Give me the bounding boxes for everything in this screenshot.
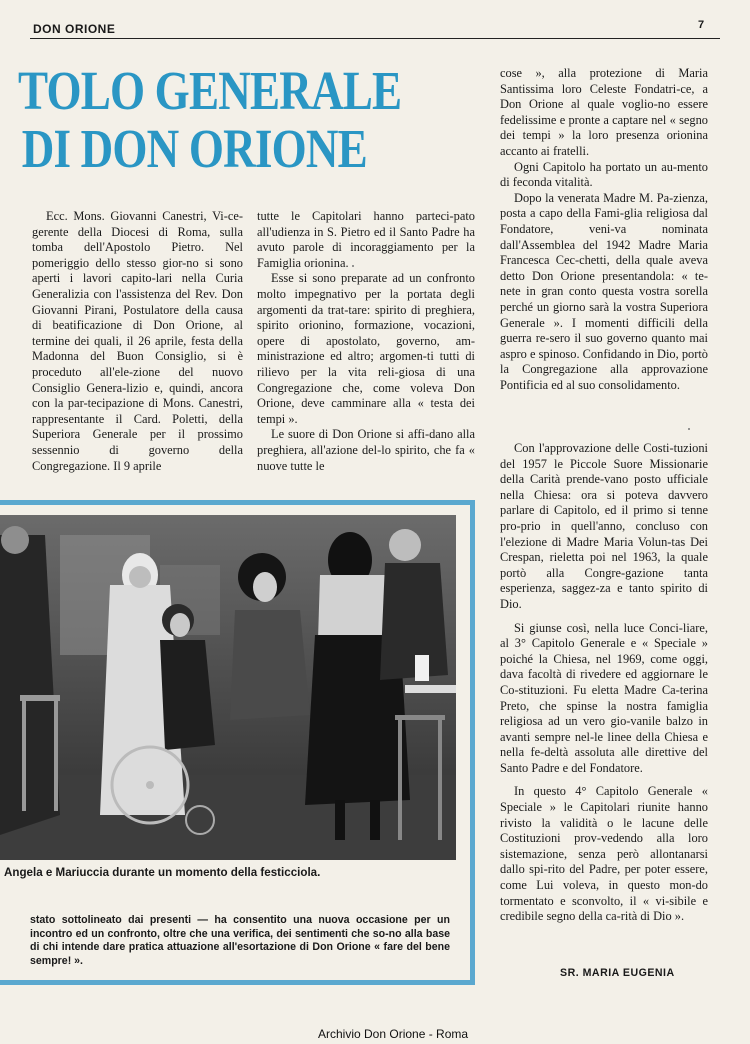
column-3-top: [500, 66, 708, 393]
column-1: [32, 209, 243, 474]
col1-paragraph-1: Ecc. Mons. Giovanni Canestri, Vi-ce-gerente della Diocesi di Roma, sulla tomba dell'Apostolo Pietro. Nel pomeriggio dello stesso gior-no si sono aperti i lavori capito-lari nella Curia Generalizia con l'assistenza del Rev. Don Giovanni Pirani, Postulatore della causa di beatificazione di Don Orione, al termine dei quali, il 26 aprile, festa della Madonna del Buon Consiglio, si è proceduto all'ele-zione del nuovo Consiglio Genera-lizio e, quindi, ancora con la par-tecipazione di Mons. Canestri, rappresentante il Card. Poletti, della Superiora Generale per il prossimo sessennio di governo della Congregazione. Il 9 aprile: [32, 209, 243, 473]
column-3-bottom: [500, 441, 708, 925]
page-number: 7: [698, 19, 705, 31]
box-continuation-text: stato sottolineato dai presenti — ha consentito una nuova occasione per un incontro ed un confronto, oltre che una verifica, dei sentimenti che so-no alla base di chi intende dare pratica attuazione all'esortazione di Don Orione « fare del bene sempre! ».: [30, 914, 450, 967]
col3-paragraph-1: cose », alla protezione di Maria Santissima loro Celeste Fondatri-ce, a Don Orione al quale voglio-no essere fedelissime e pronte a captare nel « segno dei tempi » la loro presenza orionina accanto ai fratelli.: [500, 66, 708, 158]
print-speck: [688, 428, 690, 430]
photo-illustration: [0, 515, 456, 860]
col2-paragraph-3: Le suore di Don Orione si affi-dano alla preghiera, all'azione del-lo spirito, che fa « nuove tutte le: [257, 427, 475, 473]
event-photo: [0, 515, 456, 860]
col3b-paragraph-2: Si giunse così, nella luce Conci-liare, al 3° Capitolo Generale e « Speciale » poiché la Chiesa, nel 1969, come oggi, dava facoltà di rivedere ed aggiornare le Co-stituzioni. Fu eletta Madre Ca-terina Preto, che spinse la nostra famiglia religiosa ad un vero gio-vanile balzo in avanti sempre nel-le linee della Chiesa e nella fe-deltà assoluta alle direttive del Santo Padre e del Fondatore.: [500, 620, 708, 775]
archive-footer-label: Archivio Don Orione - Roma: [318, 1027, 469, 1041]
header-rule: [30, 38, 720, 39]
title-line-1: TOLO GENERALE: [18, 60, 402, 121]
article-title: [18, 60, 402, 179]
author-signature: SR. MARIA EUGENIA: [560, 967, 675, 979]
col3-paragraph-2: Ogni Capitolo ha portato un au-mento di feconda vitalità.: [500, 159, 708, 190]
col3b-paragraph-1: Con l'approvazione delle Costi-tuzioni del 1957 le Piccole Suore Missionarie della Carità prende-vano posto ufficiale nella Chiesa: ora si poteva davvero parlare di Capitolo, ed il primo si tenne pro-prio in quell'anno, concluso con l'elezione di Madre Maria Volun-tas Dei Crespan, rieletta poi nel 1963, la quale portò alla Congre-gazione tanta esperienza, saggez-za e tanto spirito di Dio.: [500, 441, 708, 611]
running-head: DON ORIONE: [33, 22, 116, 36]
print-speck: [352, 265, 354, 267]
photo-caption: Angela e Mariuccia durante un momento della festicciola.: [4, 866, 321, 879]
col3b-paragraph-3: In questo 4° Capitolo Generale « Speciale » le Capitolari riunite hanno rivisto la validità o le lacune delle Costituzioni prov-vedendo alla loro sistemazione, senza però allontanarsi dallo spi-rito del Padre, per poter essere, come Lui voleva, in questo mon-do tormentato e sconvolto, il « vi-sibile e credibile segno della ca-rità di Dio ».: [500, 784, 708, 924]
column-2: [257, 209, 475, 474]
col2-paragraph-1: tutte le Capitolari hanno parteci-pato all'udienza in S. Pietro ed il Santo Padre ha avuto parole di incoraggiamento per la Famiglia orionina.: [257, 209, 475, 270]
col2-paragraph-2: Esse si sono preparate ad un confronto molto impegnativo per la portata degli argomenti da trat-tare: spirito di preghiera, spirito orionino, formazione, vocazioni, opere di apostolato, governo, am-ministrazione ed altro; argomen-ti tutti di rilievo per la vita reli-giosa di una Congregazione che, come voleva Don Orione, deve camminare alla « testa dei tempi ».: [257, 271, 475, 426]
title-line-2: DI DON ORIONE: [21, 118, 367, 179]
col3-paragraph-3: Dopo la venerata Madre M. Pa-zienza, posta a capo della Fami-glia religiosa dal Fondatore, veni-va nominata dall'Assemblea del 1942 Madre Maria Francesca Cec-chetti, della quale aveva detto Don Orione presentandola: « te-nete in gran conto questa vostra sorella perché un giorno sarà la vostra Superiora Generale ». I momenti difficili della guerra re-sero il suo governo quanto mai aspro e spinoso. Confidando in Dio, portò la Congregazione alla approvazione Pontificia ed al suo consolidamento.: [500, 190, 708, 392]
